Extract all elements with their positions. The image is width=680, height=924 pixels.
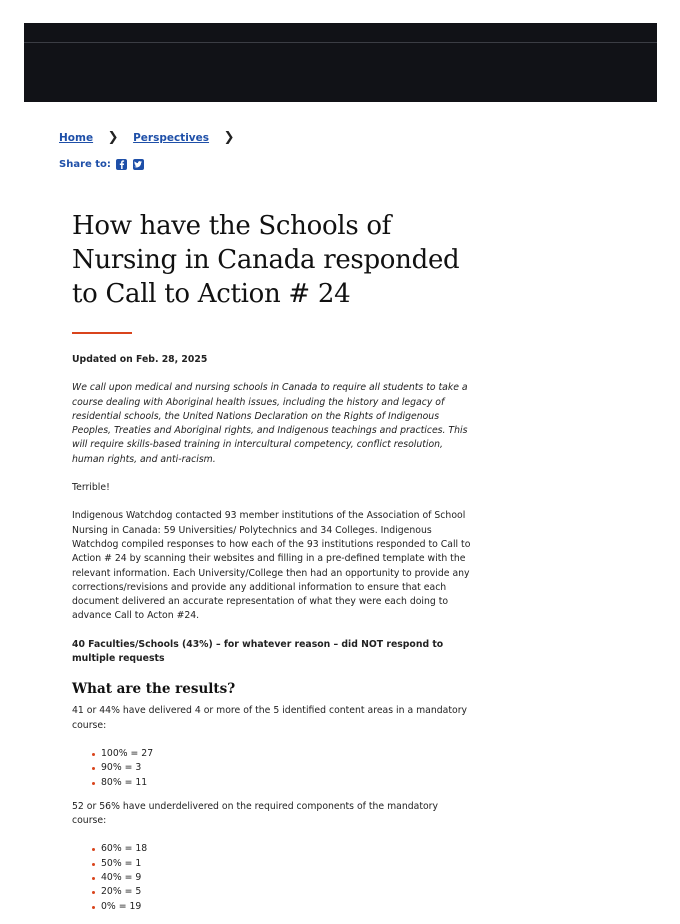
list-item: 60% = 18 xyxy=(92,842,472,856)
methodology-paragraph: Indigenous Watchdog contacted 93 member institutions of the Association of School Nursing in Canada: 59 Universities/ Polytechnics and 34 Colleges. Indigenous Watchdog compiled responses to how each of the 93 institutions responded to Call to Action # 24 by scanning their websites and filling in a pre-defined template with the relevant information. Each University/College then had an opportunity to provide any corrections/revisions and provide any additional information to ensure that each document delivered an accurate representation of what they were each doing to advance Call to Acton #24. xyxy=(72,510,471,622)
list-item: 40% = 9 xyxy=(92,871,472,885)
twitter-icon[interactable] xyxy=(133,159,144,170)
share-bar xyxy=(59,159,150,170)
share-label: Share to: xyxy=(59,159,111,170)
title-accent-rule xyxy=(72,332,132,334)
list-item: 50% = 1 xyxy=(92,857,472,871)
breadcrumb xyxy=(59,130,249,145)
breadcrumb-home-link[interactable]: Home xyxy=(59,131,94,144)
breadcrumb-perspectives-link[interactable]: Perspectives xyxy=(133,131,210,144)
facebook-icon[interactable] xyxy=(116,159,127,170)
chevron-right-icon: ❯ xyxy=(223,130,235,145)
call-to-action-quote: We call upon medical and nursing schools in Canada to require all students to take a course dealing with Aboriginal health issues, including the history and legacy of residential schools, the United Nations Declaration on the Rights of Indigenous Peoples, Treaties and Aboriginal rights, and Indigenous teachings and practices. This will require skills-based training in intercultural competency, conflict resolution, human rights, and anti-racism. xyxy=(72,382,468,465)
article-title: How have the Schools of Nursing in Canada responded to Call to Action # 24 xyxy=(72,211,460,309)
article-body xyxy=(72,353,472,924)
chevron-right-icon: ❯ xyxy=(107,130,119,145)
delivered-list xyxy=(72,747,472,790)
underdelivered-intro: 52 or 56% have underdelivered on the required components of the mandatory course: xyxy=(72,800,438,827)
updated-date: Updated on Feb. 28, 2025 xyxy=(72,354,208,365)
site-header xyxy=(24,23,657,102)
list-item: 100% = 27 xyxy=(92,747,472,761)
header-divider xyxy=(24,42,657,43)
delivered-intro: 41 or 44% have delivered 4 or more of the 5 identified content areas in a mandatory course: xyxy=(72,705,468,731)
list-item: 90% = 3 xyxy=(92,761,472,775)
list-item: 20% = 5 xyxy=(92,885,472,899)
list-item: 0% = 19 xyxy=(92,900,472,914)
no-response-note: 40 Faculties/Schools (43%) – for whatever reason – did NOT respond to multiple requests xyxy=(72,638,444,665)
list-item: 80% = 11 xyxy=(92,776,472,790)
results-heading: What are the results? xyxy=(72,681,236,698)
verdict-text: Terrible! xyxy=(72,482,110,494)
underdelivered-list xyxy=(72,842,472,913)
